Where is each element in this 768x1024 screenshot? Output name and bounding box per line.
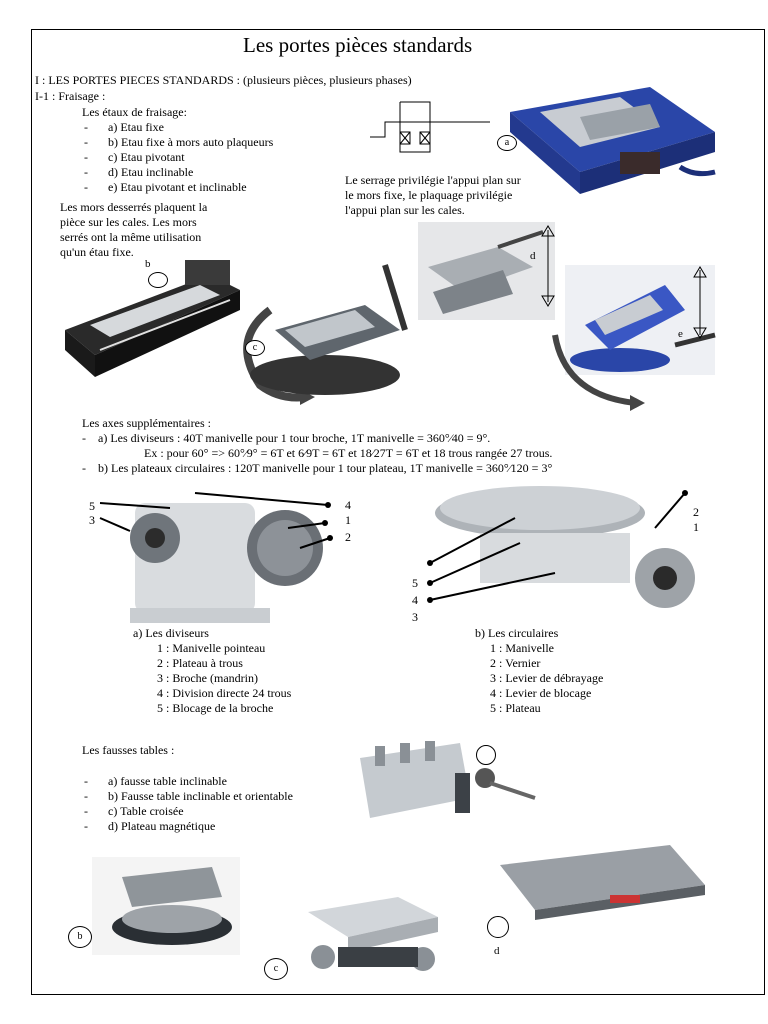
label-d-table-circle bbox=[487, 916, 509, 938]
dividing-head-photo bbox=[90, 483, 365, 628]
plateau-callout-2: 2 bbox=[693, 505, 699, 519]
vise-photo-c bbox=[225, 255, 425, 405]
label-b-circle bbox=[148, 272, 168, 288]
label-a-table-circle bbox=[476, 745, 496, 765]
vise-photo-d bbox=[418, 222, 555, 320]
page-title: Les portes pièces standards bbox=[243, 33, 473, 57]
etaux-item: - d) Etau inclinable bbox=[82, 165, 273, 180]
axes-line2: Ex : pour 60° => 60°⁄9° = 6T et 6⁄9T = 6T et 18⁄27T = 6T et 18 trous rangée 27 trous. bbox=[144, 446, 553, 460]
fausses-list: - a) fausse table inclinable - b) Fausse table inclinable et orientable - c) Table croisée - d) Plateau magnétique bbox=[82, 774, 293, 834]
circulaires-heading: b) Les circulaires bbox=[475, 626, 559, 640]
axes-heading: Les axes supplémentaires : bbox=[82, 416, 211, 430]
divider-callout-5: 5 bbox=[89, 499, 95, 513]
diviseurs-heading: a) Les diviseurs bbox=[133, 626, 209, 640]
subsection-heading: I-1 : Fraisage : bbox=[35, 89, 106, 103]
etaux-heading: Les étaux de fraisage: bbox=[82, 105, 187, 119]
diviseurs-list: 1 : Manivelle pointeau 2 : Plateau à trous 3 : Broche (mandrin) 4 : Division directe 24 trous 5 : Blocage de la broche bbox=[157, 641, 292, 715]
orientable-table-photo bbox=[92, 857, 240, 955]
label-c-table: c bbox=[264, 958, 288, 980]
label-d-table: d bbox=[494, 945, 500, 957]
plateau-callout-1: 1 bbox=[693, 520, 699, 534]
etaux-item: - a) Etau fixe bbox=[82, 120, 273, 135]
plateau-callout-3: 3 bbox=[412, 610, 418, 624]
etaux-item: - c) Etau pivotant bbox=[82, 150, 273, 165]
mors-note: Les mors desserrés plaquent la pièce sur les cales. Les mors serrés ont la même utilisation qu'un étau fixe. bbox=[60, 200, 208, 259]
serrage-note: Le serrage privilégie l'appui plan sur le mors fixe, le plaquage privilégie l'appui plan sur les cales. bbox=[345, 173, 521, 217]
divider-callout-3: 3 bbox=[89, 513, 95, 527]
rotary-table-photo bbox=[420, 478, 720, 628]
label-b-table: b bbox=[68, 926, 92, 948]
divider-callout-2: 2 bbox=[345, 530, 351, 544]
label-e: e bbox=[678, 328, 683, 340]
tilting-table-photo bbox=[350, 738, 545, 828]
cross-table-photo bbox=[298, 887, 446, 979]
etaux-item: - b) Etau fixe à mors auto plaqueurs bbox=[82, 135, 273, 150]
axes-line1: - a) Les diviseurs : 40T manivelle pour 1 tour broche, 1T manivelle = 360°⁄40 = 9°. bbox=[82, 431, 491, 445]
etaux-item: - e) Etau pivotant et inclinable bbox=[82, 180, 273, 195]
vise-photo-a bbox=[500, 72, 730, 197]
label-b: b bbox=[145, 258, 151, 270]
circulaires-list: 1 : Manivelle 2 : Vernier 3 : Levier de débrayage 4 : Levier de blocage 5 : Plateau bbox=[490, 641, 604, 715]
fausses-heading: Les fausses tables : bbox=[82, 743, 175, 757]
plateau-callout-4: 4 bbox=[412, 593, 418, 607]
axes-line3: - b) Les plateaux circulaires : 120T manivelle pour 1 tour plateau, 1T manivelle = 360°⁄120 = 3° bbox=[82, 461, 553, 475]
label-c: c bbox=[245, 340, 265, 356]
vise-photo-e bbox=[545, 265, 735, 415]
divider-callout-1: 1 bbox=[345, 513, 351, 527]
magnetic-plate-photo bbox=[495, 840, 710, 922]
clamping-schematic bbox=[360, 97, 495, 167]
section-heading: I : LES PORTES PIECES STANDARDS : (plusieurs pièces, plusieurs phases) bbox=[35, 73, 412, 87]
plateau-callout-5: 5 bbox=[412, 576, 418, 590]
label-a: a bbox=[497, 135, 517, 151]
label-d: d bbox=[530, 250, 536, 262]
divider-callout-4: 4 bbox=[345, 498, 351, 512]
etaux-list bbox=[82, 120, 273, 195]
